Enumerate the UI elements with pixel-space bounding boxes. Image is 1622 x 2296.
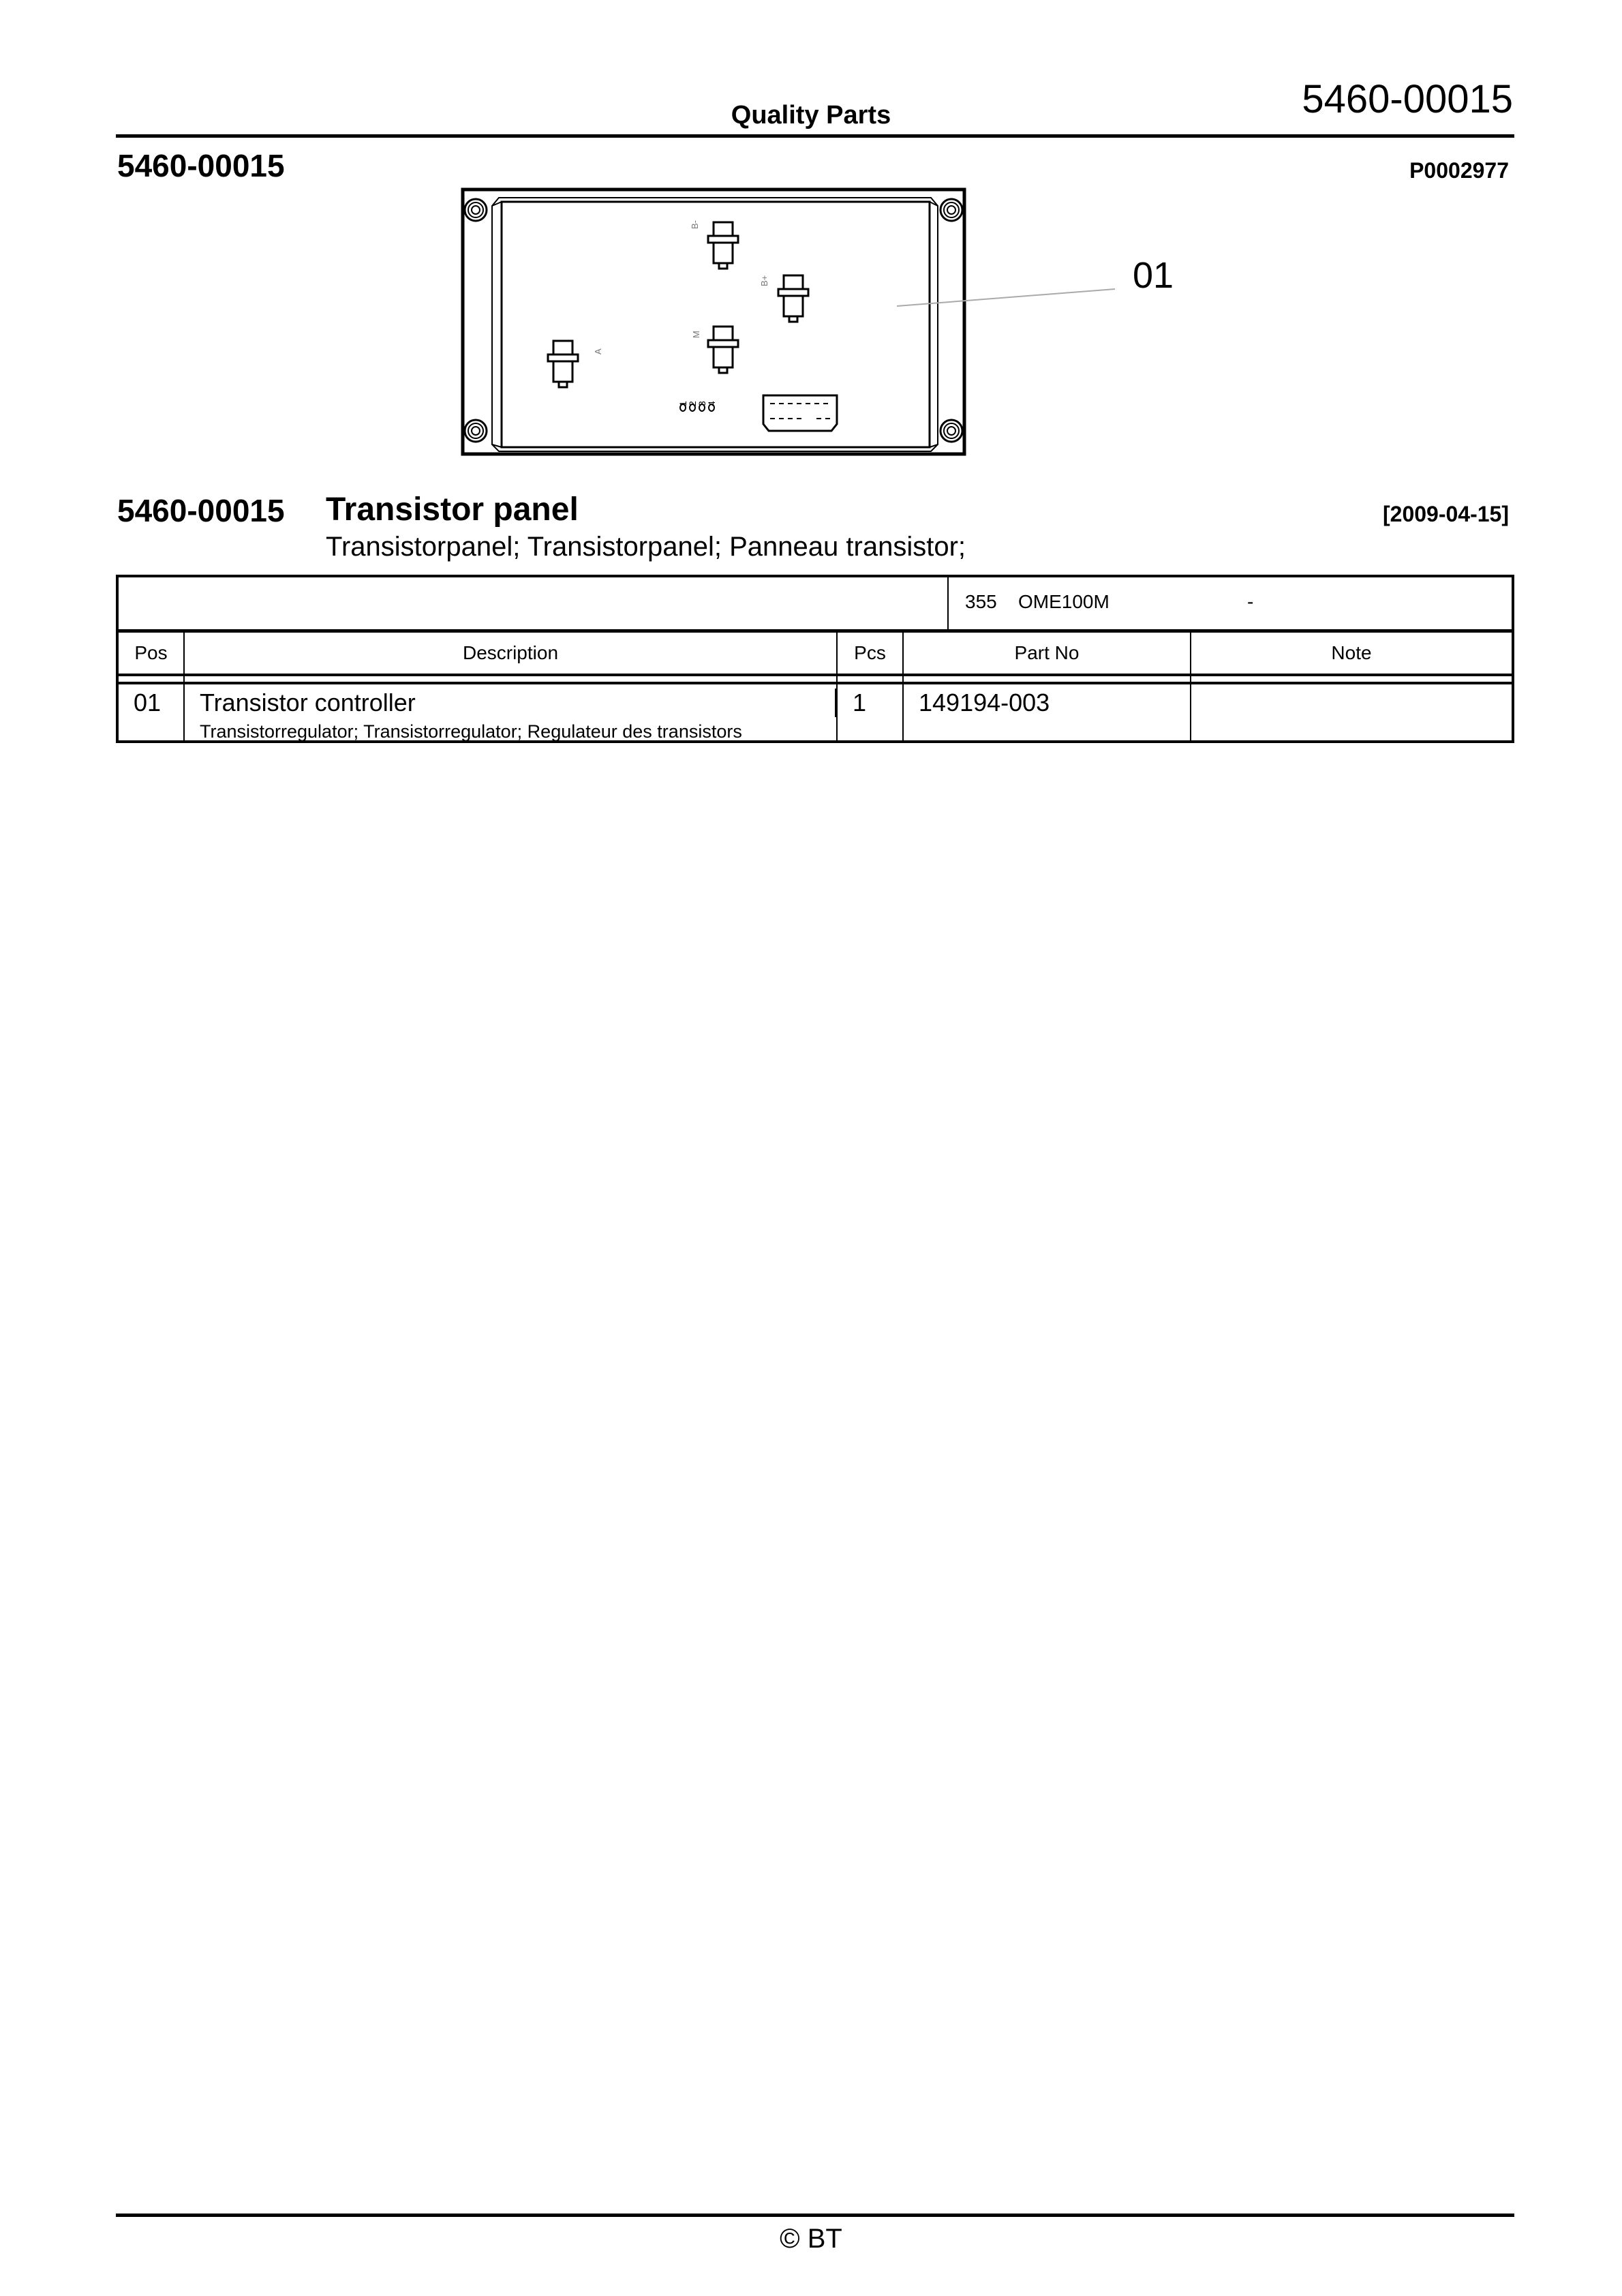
model-name: OME100M	[1018, 591, 1110, 612]
svg-text:B-: B-	[690, 220, 700, 229]
transistor-panel-drawing	[461, 187, 1174, 457]
section-number: 5460-00015	[117, 493, 285, 528]
header-doc-number: 5460-00015	[1302, 77, 1513, 121]
section-date: [2009-04-15]	[1383, 502, 1509, 526]
row-description-translations: Transistorregulator; Transistorregulator; Regulateur des transistors	[200, 721, 742, 742]
col-pos: Pos	[119, 633, 185, 674]
model-range: -	[1247, 591, 1254, 612]
model-row	[119, 577, 1512, 633]
svg-text:2: 2	[687, 401, 698, 406]
table-row[interactable]	[119, 684, 1512, 740]
row-description-main: Transistor controller	[200, 689, 836, 717]
header-title: Quality Parts	[731, 101, 891, 130]
section-title: Transistor panel	[326, 492, 579, 528]
header-divider	[116, 134, 1514, 138]
row-pcs: 1	[838, 684, 904, 740]
svg-text:B+: B+	[759, 275, 769, 286]
row-pos: 01	[119, 684, 185, 740]
svg-text:1: 1	[677, 401, 688, 406]
svg-text:3: 3	[697, 401, 707, 406]
row-note	[1191, 684, 1512, 740]
corner-nut-tl	[465, 199, 487, 221]
callout-01[interactable]: 01	[1133, 255, 1174, 296]
col-description: Description	[185, 633, 838, 674]
footer-copyright: © BT	[780, 2224, 842, 2254]
col-pcs: Pcs	[838, 633, 904, 674]
picture-id: P0002977	[1409, 158, 1509, 183]
group-number: 5460-00015	[117, 148, 285, 183]
section-translations: Transistorpanel; Transistorpanel; Panneau transistor;	[326, 532, 966, 562]
row-description	[185, 684, 838, 740]
row-part-no[interactable]: 149194-003	[904, 684, 1191, 740]
svg-text:M: M	[691, 331, 701, 338]
col-part-no: Part No	[904, 633, 1191, 674]
col-note: Note	[1331, 642, 1372, 663]
footer-divider	[116, 2214, 1514, 2217]
table-header	[119, 633, 1512, 676]
model-code: 355	[965, 591, 997, 612]
svg-text:A: A	[593, 348, 603, 354]
parts-table	[116, 575, 1514, 743]
svg-text:4: 4	[706, 401, 717, 406]
